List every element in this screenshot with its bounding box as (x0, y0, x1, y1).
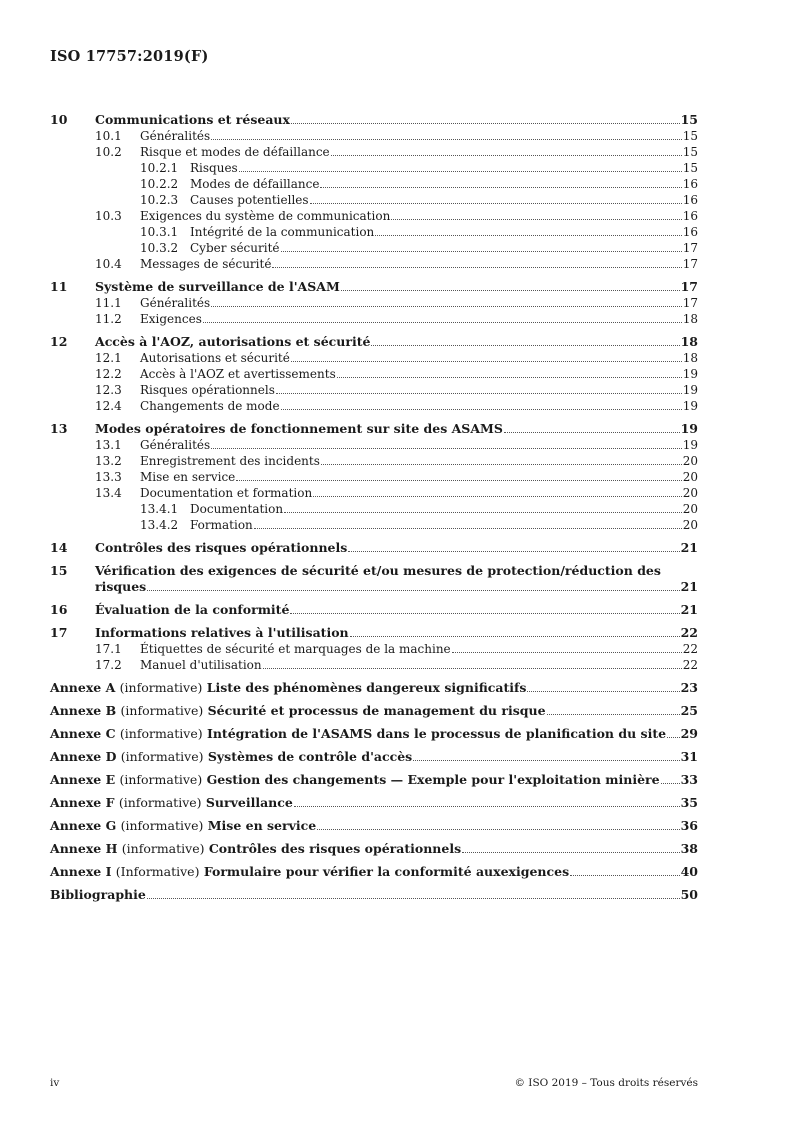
toc-entry-clause-13.2[interactable] (50, 453, 698, 469)
annex-label (50, 864, 569, 880)
toc-title: Accès à l'AOZ et avertissements (140, 367, 336, 381)
toc-page-number: 17 (682, 296, 698, 310)
toc-number: 13.4 (95, 486, 122, 500)
toc-number: 10.3.1 (140, 225, 179, 239)
toc-leader-dots (317, 829, 679, 830)
toc-entry-annexe-e[interactable] (50, 772, 698, 788)
toc-page-number: 22 (682, 658, 698, 672)
toc-number: 10.4 (95, 257, 122, 271)
toc-gap (50, 880, 698, 887)
annex-letter: Annexe H (50, 841, 118, 856)
annex-letter: Annexe B (50, 703, 117, 718)
toc-number: 10 (50, 112, 68, 127)
toc-number: 13.3 (95, 470, 122, 484)
toc-leader-dots (239, 171, 682, 172)
toc-title: Autorisations et sécurité (140, 351, 290, 365)
annex-informative-tag: (Informative) (115, 864, 200, 879)
annex-informative-tag: (informative) (120, 818, 204, 833)
toc-leader-dots (413, 760, 679, 761)
toc-page-number: 16 (682, 225, 698, 239)
toc-number: 17.1 (95, 642, 122, 656)
toc-entry-clause-17[interactable] (50, 625, 698, 641)
annex-label (50, 680, 526, 696)
toc-title: Changements de mode (140, 399, 280, 413)
toc-gap (50, 414, 698, 421)
toc-title: Documentation et formation (140, 486, 313, 500)
toc-number: 11.1 (95, 296, 122, 310)
toc-title: Intégrité de la communication (190, 225, 375, 239)
toc-entry-clause-13.3[interactable] (50, 469, 698, 485)
toc-page-number: 40 (680, 864, 698, 879)
toc-title: Enregistrement des incidents (140, 454, 320, 468)
toc-title: Messages de sécurité (140, 257, 272, 271)
toc-leader-dots (350, 636, 680, 637)
toc-page-number: 15 (682, 161, 698, 175)
toc-entry-clause-10.4[interactable] (50, 256, 698, 272)
toc-entry-clause-10.3.2[interactable] (50, 240, 698, 256)
toc-entry-clause-17.1[interactable] (50, 641, 698, 657)
toc-entry-clause-13.4.2[interactable] (50, 517, 698, 533)
toc-leader-dots (236, 480, 681, 481)
annex-informative-tag: (informative) (119, 772, 203, 787)
toc-entry-clause-13.1[interactable] (50, 437, 698, 453)
toc-gap (50, 765, 698, 772)
toc-page-number: 23 (680, 680, 698, 695)
toc-entry-clause-10.2.3[interactable] (50, 192, 698, 208)
page-number: iv (50, 1077, 60, 1089)
toc-title: Vérification des exigences de sécurité et/ou mesures de protection/réduction des (95, 563, 661, 578)
toc-page-number: 20 (682, 518, 698, 532)
table-of-contents (50, 112, 698, 903)
toc-entry-clause-10.3[interactable] (50, 208, 698, 224)
toc-entry-bibliography[interactable] (50, 887, 698, 903)
toc-number: 17.2 (95, 658, 122, 672)
toc-page-number: 20 (682, 454, 698, 468)
annex-informative-tag: (informative) (119, 726, 203, 741)
toc-page-number: 22 (680, 625, 698, 640)
annex-informative-tag: (informative) (119, 680, 203, 695)
toc-title: Risques opérationnels (140, 383, 275, 397)
annex-label (50, 726, 666, 742)
toc-entry-clause-11.2[interactable] (50, 311, 698, 327)
toc-title: Accès à l'AOZ, autorisations et sécurité (95, 334, 371, 349)
toc-page-number: 20 (682, 502, 698, 516)
toc-number: 11 (50, 279, 68, 294)
toc-entry-clause-10.3.1[interactable] (50, 224, 698, 240)
toc-leader-dots (547, 714, 680, 715)
toc-number: 13.1 (95, 438, 122, 452)
toc-number: 12.4 (95, 399, 122, 413)
toc-entry-clause-10.2.2[interactable] (50, 176, 698, 192)
toc-leader-dots (290, 613, 679, 614)
toc-number: 10.2.2 (140, 177, 179, 191)
toc-number: 10.1 (95, 129, 122, 143)
toc-title: Modes opératoires de fonctionnement sur site des ASAMS (95, 421, 503, 436)
toc-page-number: 20 (682, 470, 698, 484)
toc-title: Formulaire pour vérifier la conformité auxexigences (203, 864, 570, 879)
toc-leader-dots (203, 322, 682, 323)
toc-leader-dots (321, 464, 682, 465)
annex-informative-tag: (informative) (120, 703, 204, 718)
toc-title: Liste des phénomènes dangereux significatifs (206, 680, 527, 695)
toc-gap (50, 696, 698, 703)
toc-leader-dots (294, 806, 680, 807)
toc-leader-dots (276, 393, 682, 394)
toc-leader-dots (313, 496, 682, 497)
toc-gap (50, 272, 698, 279)
toc-page-number: 25 (680, 703, 698, 718)
toc-page-number: 22 (682, 642, 698, 656)
toc-page-number: 35 (680, 795, 698, 810)
toc-number: 17 (50, 625, 68, 640)
toc-title: Généralités (140, 438, 211, 452)
toc-gap (50, 327, 698, 334)
toc-title: Étiquettes de sécurité et marquages de la machine (140, 642, 451, 656)
toc-leader-dots (371, 345, 679, 346)
toc-entry-clause-10.2.1[interactable] (50, 160, 698, 176)
toc-gap (50, 673, 698, 680)
toc-leader-dots (254, 528, 682, 529)
toc-page-number: 17 (682, 257, 698, 271)
toc-leader-dots (570, 875, 679, 876)
toc-entry-annexe-i[interactable] (50, 864, 698, 880)
toc-entry-annexe-b[interactable] (50, 703, 698, 719)
toc-entry-clause-10.1[interactable] (50, 128, 698, 144)
toc-number: 14 (50, 540, 68, 555)
toc-title: Risques (190, 161, 238, 175)
toc-leader-dots (341, 290, 680, 291)
toc-entry-clause-14[interactable] (50, 540, 698, 556)
toc-entry-clause-12.1[interactable] (50, 350, 698, 366)
toc-page-number: 18 (682, 312, 698, 326)
toc-page-number: 15 (682, 145, 698, 159)
annex-label (50, 795, 293, 811)
toc-entry-clause-11[interactable] (50, 279, 698, 295)
annex-letter: Annexe C (50, 726, 116, 741)
toc-page-number: 19 (682, 383, 698, 397)
toc-gap (50, 834, 698, 841)
toc-page-number: 36 (680, 818, 698, 833)
annex-label (50, 841, 461, 857)
toc-leader-dots (320, 187, 681, 188)
toc-gap (50, 788, 698, 795)
toc-gap (50, 719, 698, 726)
toc-page-number: 16 (682, 209, 698, 223)
toc-entry-clause-13.4[interactable] (50, 485, 698, 501)
toc-title: Mise en service (207, 818, 317, 833)
toc-entry-annexe-d[interactable] (50, 749, 698, 765)
toc-entry-clause-13.4.1[interactable] (50, 501, 698, 517)
toc-leader-dots (310, 203, 682, 204)
toc-leader-dots (527, 691, 679, 692)
toc-leader-dots (291, 123, 680, 124)
toc-title: Causes potentielles (190, 193, 309, 207)
toc-entry-clause-12.2[interactable] (50, 366, 698, 382)
toc-entry-annexe-g[interactable] (50, 818, 698, 834)
toc-title: Généralités (140, 296, 211, 310)
toc-title: Surveillance (205, 795, 293, 810)
toc-entry-clause-10.2[interactable] (50, 144, 698, 160)
toc-leader-dots (147, 898, 680, 899)
toc-leader-dots (281, 409, 682, 410)
toc-number: 13 (50, 421, 68, 436)
toc-entry-clause-12.4[interactable] (50, 398, 698, 414)
toc-number: 13.4.2 (140, 518, 179, 532)
toc-page-number: 18 (680, 334, 698, 349)
toc-gap (50, 595, 698, 602)
toc-title-continued: risques (95, 579, 147, 594)
toc-entry-annexe-a[interactable] (50, 680, 698, 696)
toc-page-number: 19 (682, 367, 698, 381)
toc-leader-dots (391, 219, 681, 220)
toc-number: 10.3 (95, 209, 122, 223)
toc-title: Informations relatives à l'utilisation (95, 625, 349, 640)
toc-entry-annexe-f[interactable] (50, 795, 698, 811)
toc-number: 10.3.2 (140, 241, 179, 255)
toc-leader-dots (348, 551, 679, 552)
toc-number: 10.2 (95, 145, 122, 159)
toc-number: 16 (50, 602, 68, 617)
toc-leader-dots (272, 267, 681, 268)
toc-entry-clause-13[interactable] (50, 421, 698, 437)
toc-leader-dots (147, 590, 679, 591)
toc-number: 12.3 (95, 383, 122, 397)
toc-leader-dots (452, 652, 682, 653)
toc-page-number: 19 (680, 421, 698, 436)
toc-title: Risque et modes de défaillance (140, 145, 330, 159)
toc-leader-dots (331, 155, 682, 156)
annex-letter: Annexe F (50, 795, 115, 810)
toc-entry-clause-17.2[interactable] (50, 657, 698, 673)
annex-letter: Annexe D (50, 749, 117, 764)
toc-number: 13.4.1 (140, 502, 179, 516)
annex-label (50, 818, 316, 834)
page-footer (50, 1077, 698, 1089)
toc-page-number: 15 (680, 112, 698, 127)
annex-label (50, 703, 546, 719)
toc-page-number: 21 (680, 579, 698, 594)
toc-title: Généralités (140, 129, 211, 143)
toc-entry-clause-10[interactable] (50, 112, 698, 128)
toc-title: Contrôles des risques opérationnels (208, 841, 462, 856)
annex-letter: Annexe E (50, 772, 116, 787)
toc-title: Exigences (140, 312, 202, 326)
annex-label (50, 772, 660, 788)
toc-number: 12 (50, 334, 68, 349)
toc-title: Documentation (190, 502, 284, 516)
toc-leader-dots (375, 235, 681, 236)
toc-page-number: 19 (682, 399, 698, 413)
toc-entry-clause-12[interactable] (50, 334, 698, 350)
toc-title: Cyber sécurité (190, 241, 280, 255)
toc-title: Intégration de l'ASAMS dans le processus de planification du site (206, 726, 667, 741)
toc-leader-dots (211, 139, 682, 140)
toc-title: Communications et réseaux (95, 112, 290, 127)
toc-page-number: 31 (680, 749, 698, 764)
toc-page-number: 21 (680, 540, 698, 555)
toc-page-number: 16 (682, 177, 698, 191)
toc-title: Évaluation de la conformité (95, 602, 290, 617)
toc-entry-clause-15[interactable] (50, 563, 698, 595)
toc-title: Gestion des changements — Exemple pour l'exploitation minière (206, 772, 660, 787)
toc-page-number: 29 (680, 726, 698, 741)
toc-number: 15 (50, 563, 68, 578)
annex-letter: Annexe A (50, 680, 116, 695)
annex-label (50, 749, 412, 765)
annex-letter: Annexe G (50, 818, 117, 833)
toc-title: Modes de défaillance (190, 177, 320, 191)
toc-entry-clause-11.1[interactable] (50, 295, 698, 311)
toc-leader-dots (263, 668, 682, 669)
toc-gap (50, 811, 698, 818)
toc-number: 13.2 (95, 454, 122, 468)
toc-leader-dots (291, 361, 682, 362)
toc-gap (50, 742, 698, 749)
toc-page-number: 18 (682, 351, 698, 365)
toc-number: 12.2 (95, 367, 122, 381)
toc-title: Système de surveillance de l'ASAM (95, 279, 340, 294)
toc-page-number: 19 (682, 438, 698, 452)
toc-page-number: 15 (682, 129, 698, 143)
toc-entry-annexe-h[interactable] (50, 841, 698, 857)
copyright-notice: © ISO 2019 – Tous droits réservés (514, 1077, 698, 1089)
toc-entry-clause-16[interactable] (50, 602, 698, 618)
annex-informative-tag: (informative) (120, 749, 204, 764)
toc-page-number: 20 (682, 486, 698, 500)
toc-title: Systèmes de contrôle d'accès (207, 749, 413, 764)
toc-gap (50, 618, 698, 625)
toc-page-number: 21 (680, 602, 698, 617)
toc-page-number: 17 (682, 241, 698, 255)
toc-page-number: 50 (680, 887, 698, 902)
toc-page-number: 16 (682, 193, 698, 207)
toc-number: 11.2 (95, 312, 122, 326)
annex-informative-tag: (informative) (118, 795, 202, 810)
toc-leader-dots (504, 432, 680, 433)
toc-title: Mise en service (140, 470, 236, 484)
toc-leader-dots (281, 251, 682, 252)
toc-title: Exigences du système de communication (140, 209, 391, 223)
toc-leader-dots (211, 306, 682, 307)
toc-leader-dots (462, 852, 679, 853)
toc-number: 12.1 (95, 351, 122, 365)
toc-leader-dots (667, 737, 680, 738)
annex-letter: Annexe I (50, 864, 112, 879)
toc-number: 10.2.3 (140, 193, 179, 207)
toc-gap (50, 533, 698, 540)
toc-gap (50, 857, 698, 864)
toc-title: Manuel d'utilisation (140, 658, 262, 672)
toc-title: Formation (190, 518, 253, 532)
annex-informative-tag: (informative) (121, 841, 205, 856)
toc-title: Sécurité et processus de management du risque (207, 703, 546, 718)
toc-gap (50, 556, 698, 563)
document-identifier: ISO 17757:2019(F) (50, 48, 209, 65)
toc-title: Bibliographie (50, 887, 146, 902)
toc-leader-dots (211, 448, 682, 449)
toc-leader-dots (284, 512, 682, 513)
toc-title: Contrôles des risques opérationnels (95, 540, 348, 555)
toc-entry-clause-12.3[interactable] (50, 382, 698, 398)
toc-page-number: 38 (680, 841, 698, 856)
toc-page-number: 17 (680, 279, 698, 294)
toc-page-number: 33 (680, 772, 698, 787)
toc-number: 10.2.1 (140, 161, 179, 175)
toc-leader-dots (337, 377, 682, 378)
toc-leader-dots (661, 783, 680, 784)
toc-entry-annexe-c[interactable] (50, 726, 698, 742)
